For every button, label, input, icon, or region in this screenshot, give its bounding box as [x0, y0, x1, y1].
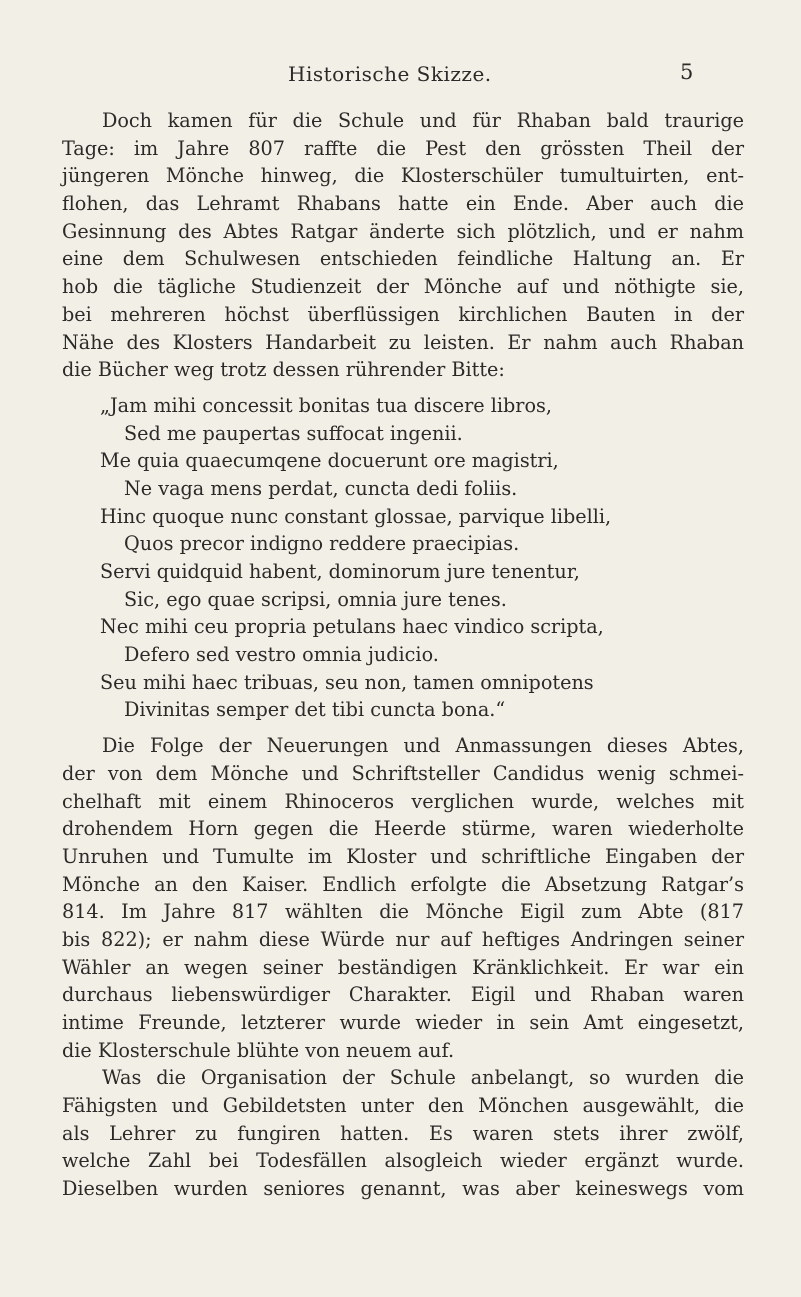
text-line: Fähigsten und Gebildetsten unter den Mönchen ausgewählt, die — [62, 1094, 744, 1118]
text-line: jüngeren Mönche hinweg, die Klosterschüler tumultuirten, ent- — [62, 164, 744, 188]
text-line: Tage: im Jahre 807 raffte die Pest den grössten Theil der — [62, 136, 744, 160]
poem-line: Seu mihi haec tribuas, seu non, tamen omnipotens — [100, 670, 594, 694]
text-line: bis 822); er nahm diese Würde nur auf heftiges Andringen seiner — [62, 927, 744, 951]
text-line: Wähler an wegen seiner beständigen Kränklichkeit. Er war ein — [62, 955, 744, 979]
page-number: 5 — [680, 60, 694, 84]
poem-line: Quos precor indigno reddere praecipias. — [124, 532, 520, 556]
text-line: intime Freunde, letzterer wurde wieder in sein Amt eingesetzt, — [62, 1011, 744, 1034]
poem-line: Servi quidquid habent, dominorum jure tenentur, — [100, 560, 580, 583]
paragraph-1 — [62, 107, 744, 384]
text-line: durchaus liebenswürdiger Charakter. Eigil und Rhaban waren — [62, 983, 744, 1007]
text-line: hob die tägliche Studienzeit der Mönche auf und nöthigte sie, — [62, 275, 744, 299]
text-line: als Lehrer zu fungiren hatten. Es waren stets ihrer zwölf, — [62, 1121, 744, 1145]
poem-line: Me quia quaecumqene docuerunt ore magistri, — [100, 449, 559, 473]
poem-line: Sed me paupertas suffocat ingenii. — [124, 421, 463, 445]
poem-line: Sic, ego quae scripsi, omnia jure tenes. — [124, 587, 507, 611]
text-line: Was die Organisation der Schule anbelangt, so wurden die — [102, 1066, 744, 1090]
text-line: die Bücher weg trotz dessen rührender Bitte: — [62, 358, 505, 382]
text-line: 814. Im Jahre 817 wählten die Mönche Eigil zum Abte (817 — [62, 900, 744, 924]
text-line: welche Zahl bei Todesfällen alsogleich wieder ergänzt wurde. — [62, 1149, 744, 1173]
paragraph-2 — [62, 732, 744, 1064]
text-line: flohen, das Lehramt Rhabans hatte ein Ende. Aber auch die — [62, 192, 744, 216]
page-header — [0, 62, 801, 92]
latin-poem — [62, 392, 744, 724]
text-line: chelhaft mit einem Rhinoceros verglichen wurde, welches mit — [62, 789, 744, 813]
text-line: Gesinnung des Abtes Ratgar änderte sich plötzlich, und er nahm — [62, 219, 744, 243]
paragraph-3 — [62, 1064, 744, 1202]
poem-line: Ne vaga mens perdat, cuncta dedi foliis. — [124, 476, 518, 500]
text-line: Nähe des Klosters Handarbeit zu leisten. Er nahm auch Rhaban — [62, 330, 744, 354]
poem-line: Hinc quoque nunc constant glossae, parvique libelli, — [100, 504, 612, 528]
text-line: drohendem Horn gegen die Heerde stürme, waren wiederholte — [62, 817, 744, 841]
text-line: der von dem Mönche und Schriftsteller Candidus wenig schmei- — [62, 761, 744, 785]
text-line: Dieselben wurden seniores genannt, was aber keineswegs vom — [62, 1177, 744, 1201]
poem-line: „Jam mihi concessit bonitas tua discere libros, — [100, 393, 552, 417]
running-head: Historische Skizze. — [288, 62, 492, 86]
body-text — [62, 107, 744, 1203]
text-line: die Klosterschule blühte von neuem auf. — [62, 1038, 455, 1062]
text-line: bei mehreren höchst überflüssigen kirchlichen Bauten in der — [62, 302, 744, 326]
text-line: Die Folge der Neuerungen und Anmassungen dieses Abtes, — [102, 734, 744, 758]
poem-line: Divinitas semper det tibi cuncta bona.“ — [124, 698, 506, 722]
poem-line: Nec mihi ceu propria petulans haec vindico scripta, — [100, 615, 604, 639]
text-line: Mönche an den Kaiser. Endlich erfolgte die Absetzung Ratgar’s — [62, 872, 744, 896]
text-line: Unruhen und Tumulte im Kloster und schriftliche Eingaben der — [62, 844, 744, 868]
text-line: eine dem Schulwesen entschieden feindliche Haltung an. Er — [62, 247, 744, 271]
text-line: Doch kamen für die Schule und für Rhaban bald traurige — [102, 109, 744, 132]
poem-line: Defero sed vestro omnia judicio. — [124, 643, 439, 667]
